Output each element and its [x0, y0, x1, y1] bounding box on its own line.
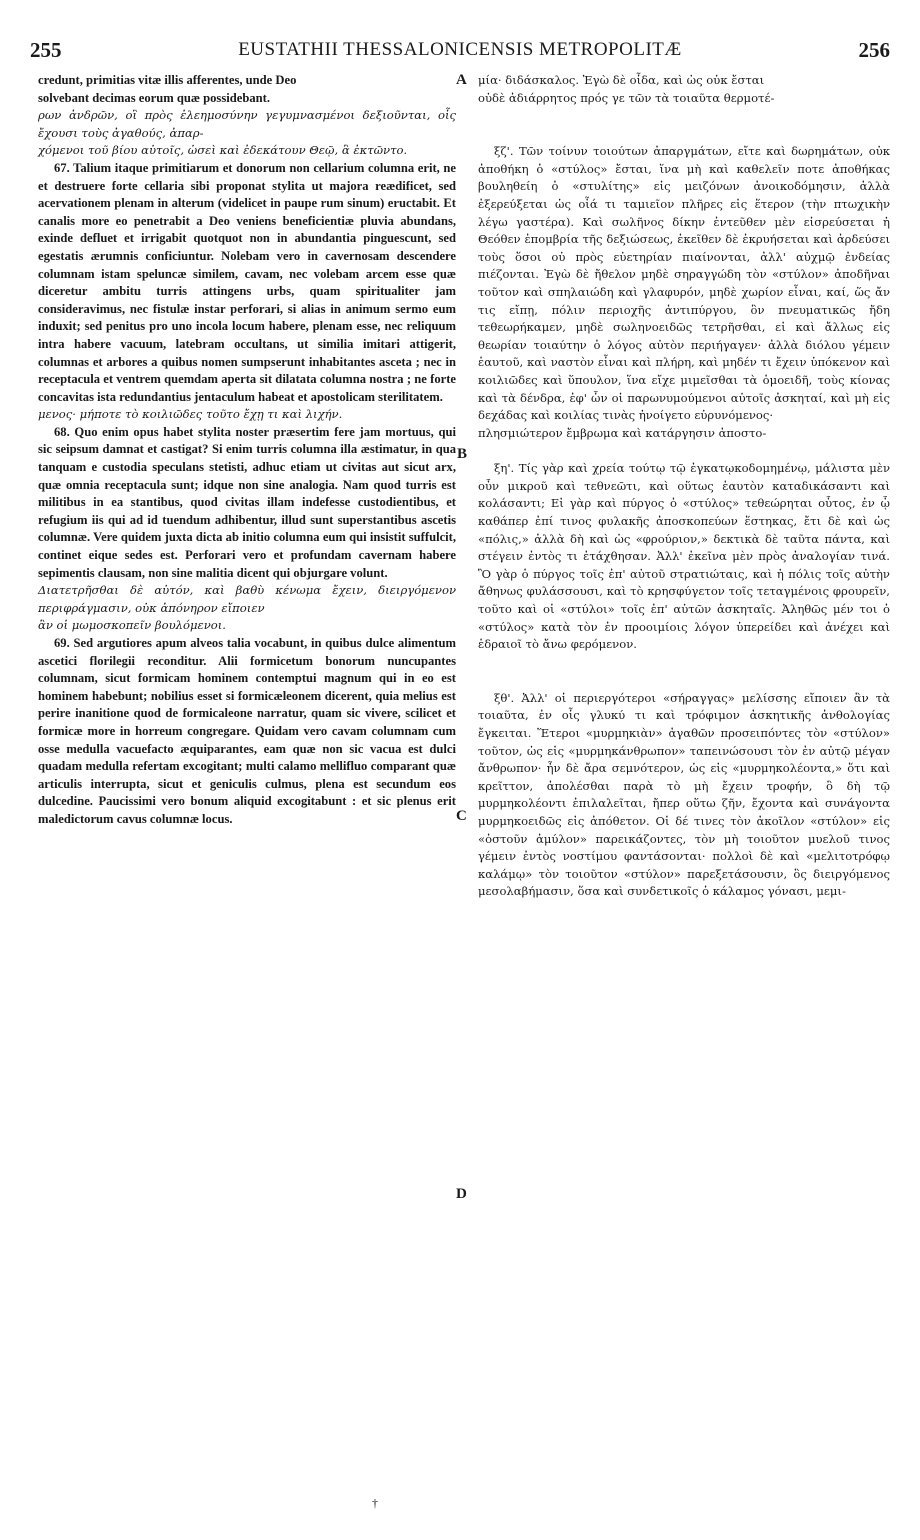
column-spacer: [478, 107, 890, 125]
greek-line: ρων ἀνδρῶν, οἳ πρὸς ἐλεημοσύνην γεγυμνασμένοι δεξιοῦνται, οἷς ἔχουσι τοὺς ἀγαθούς, ἀπαρ-: [38, 108, 456, 140]
text-line: οὐδὲ ἀδιάρρητος πρός γε τῶν τὰ τοιαῦτα θερμοτέ-: [478, 90, 775, 105]
text-line: credunt, primitias vitæ illis afferentes, unde Deo: [38, 73, 297, 87]
section-marker-a: A: [456, 72, 467, 88]
page-number-right: 256: [858, 38, 890, 62]
section-marker-c: C: [456, 808, 467, 824]
paragraph: ξη'. Τίς γὰρ καὶ χρεία τούτῳ τῷ ἐγκατῳκοδομημένῳ, μάλιστα μὲν οὖν μικροῦ καὶ τεθνεῶτι, καὶ οὕτως ἑαυτὸν καταδικάσαντι καὶ κολάσαντι; Εἰ γὰρ καὶ πύργος ὁ «στύλος» τεθεώρηται οὗτος, ἐν ᾧ καθάπερ ἐπί τινος φυλακῆς ἀποσκοπεύων ἕστηκας, ἔτι δὲ καὶ ὡς «πόλις,» ἀλλὰ δὴ καὶ ὡς «φρούριον,» δεκτικὰ δὲ ταῦτα πάντα, καὶ στέγειν ἐντὸς τι ἐτάχθησαν. Ἀλλ' ἐκεῖνα μὲν πρὸς ἀναλογίαν τινά. Ὃ γὰρ ὁ πύργος τοῖς ἐπ' αὐτοῦ στρατιώταις, καὶ ἡ πόλις τοῖς αὐτὴν ἄθηνως φυλάσσουσι, καὶ τὸ κρησφύγετον τοῖς τεταγμένοις φρουρεῖν, τοῦτο καὶ οἱ «στύλοι» τοῖς ἐπ' αὐτῶν ἀσκηταῖς. Ἀληθῶς μέν τοι ὁ «στύλος» κατὰ τὸν ἐν προοιμίοις λόγον ὑπερείδει καὶ ἀνέχει καὶ ἑδραιοῖ τὸ ἄνω φερόμενον.: [478, 461, 890, 652]
running-header: [30, 38, 890, 66]
text-line: solvebant decimas eorum quæ possidebant.: [38, 90, 270, 105]
column-spacer: [478, 125, 890, 143]
latin-column: [38, 72, 456, 829]
section-marker-b: B: [457, 446, 468, 462]
footer-mark: †: [372, 1496, 378, 1510]
text-line: μία· διδάσκαλος. Ἐγὼ δὲ οἶδα, καὶ ὡς οὐκ ἔσται: [478, 73, 765, 87]
paragraph: ξθ'. Ἀλλ' οἱ περιεργότεροι «σήραγγας» μελίσσης εἴποιεν ἂν τὰ τοιαῦτα, ἐν οἷς γλυκύ τι καὶ τρόφιμον ἀσκητικῆς ἀνθολογίας ἔγκειται. Ἕτεροι «μυρμηκιὰν» ἀγαθῶν προσειπόντες τὸν «στύλον» τοῦτον, ὡς εἰς «μυρμηκάνθρωπον» ταπεινώσουσι τὸν ἐν αὐτῷ μέγαν ἄνθρωπον· ἦν δὲ ἄρα σεμνότερον, ὡς εἰς «μυρμηκολέοντα,» ὅτι καὶ κρεῖττον, ἀπολέσθαι παρὰ τὸ μὴ ἔχειν τροφήν, ὃ δὴ τῷ μυρμηκολέοντι ἐπιλαλεῖται, ἤπερ οὕτω ζῆν, ἔχοντα καὶ συνάγοντα μυρμηκοειδῶς εἰς ἀπόθετον. Οἱ δέ τινες τὸν ἀκοῖλον «στύλον» εἰς «ὀστοῦν ἀμύλον» παρεικάζοντες, τὸν μὴ τοιοῦτον μυελοῦ τινος γέμειν ἐντὸς νοστίμου φαντάσονται· πολλοὶ δὲ καὶ «μελιτοτρόφῳ καλάμῳ» τὸν τοιοῦτον «στύλον» παρεξετάσουσιν, ὃς διειργόμενος μεσολαβήμασιν, ὅσα καὶ συνδετικοῖς ὁ κάλαμος γόνασι, μεμι-: [478, 690, 890, 899]
greek-line: Διατετρῆσθαι δὲ αὐτόν, καὶ βαθὺ κένωμα ἔχειν, διειργόμενον περιφράγμασιν, οὐκ ἀπόνηρον εἴποιεν: [38, 583, 456, 615]
page-number-left: 255: [30, 38, 62, 62]
paragraph: 68. Quo enim opus habet stylita noster præsertim fere jam mortuus, qui sic seipsum damnat et castigat? Si enim turris columna illa æstimatur, in qua tanquam e custodia speculans stetisti, adhuc etiam ut civitas aut sicut arx, quæ omnia receptacula sunt; idque non sine analogia. Nam quod turris est militibus in ea stantibus, quod civitas illam indefesse custodientibus, et refugium iis qui ad id tuendum adhibentur, illud sunt superstantibus ascetis columnæ. Vere quidem juxta dicta ab initio columna eum qui insistit suffulcit, continet eique sedes est. Perforari vero et profundam cavernam habere sepimentis clausam, non sine malitia dicent qui objurgare volunt.: [38, 424, 456, 580]
greek-column: [478, 72, 890, 901]
greek-line: μενος· μήποτε τὸ κοιλιῶδες τοῦτο ἔχῃ τι καὶ λιχήν.: [38, 407, 343, 422]
running-title: EUSTATHII THESSALONICENSIS METROPOLITÆ: [238, 39, 682, 60]
greek-line: ἂν οἱ μωμοσκοπεῖν βουλόμενοι.: [38, 618, 226, 633]
column-spacer: [478, 672, 890, 690]
column-spacer: [478, 654, 890, 672]
section-marker-d: D: [456, 1186, 467, 1202]
greek-line: χόμενοι τοῦ βίου αὐτοῖς, ὡσεὶ καὶ ἐδεκάτουν Θεῷ, ἃ ἐκτῶντο.: [38, 143, 408, 158]
paragraph: 69. Sed argutiores apum alveos talia vocabunt, in quibus dulce alimentum ascetici florilegii reconditur. Alii formicetum bonorum nuncupantes columnam, sicut formicam hominem contemptui magnum qui in eo est hominem habebunt; nobilius esset si formicæleonem dicerent, quia melius est perire inanitione quod de formicaleone narratur, quam sic vivere, scilicet et formicæ more in horreum congregare. Quidam vero cavam columnam cum osse medulla vacuefacto æquiparantes, eam quæ non sic vacua est dulci quadam medulla refertam excogitant; multi calamo mellifluo comparant quæ articulis interrupta, sicut et geniculis culmus, plena est secundum eos dulcedine. Paucissimi vero bonum aliquid excogitabunt : et sic plenus erit maledictorum cavus columnæ locus.: [38, 636, 456, 826]
column-spacer: [478, 442, 890, 460]
text-line: πλησμιώτερον ἔμβρωμα καὶ κατάργησιν ἀποστο-: [478, 425, 767, 440]
paragraph: 67. Talium itaque primitiarum et donorum non cellarium columna erit, ne et destruere forte cellaria sibi proponat stylita ut majora reædificet, sed acervationem plenam in alterum (videlicet in paupe rum sinum) eructabit. Et canalis more eo penetrabit a Deo veniens beneficientiæ pluvia abundans, exinde defluet et irrigabit quotquot non in abundantia pinguescunt, sed egestatis ærumnis conficiuntur. Nolebam vero in cavernosam descendere columnam istam speluncæ similem, cavam, nec volebam arcem esse quæ diceretur ambitu turris attingens urbs, quam spiritualiter jam consideravimus, nec fistulæ instar perforari, si alias in animum sermo eum induxit; sed penitus pro uno incola locum habere, plenam esse, nec reliquum intra habere vacuum, latebram occultans, ut similia imitari attigerit, columnas et arbores a quibus nomen sumpserunt inhabitantes asceta ; nec in receptacula et ventrem quemdam aperta sit dilatata columna nostra ; ne forte concavitas ista redundantius jentaculum habeat et apostolicam sterilitatem.: [38, 160, 456, 404]
paragraph: ξζ'. Τῶν τοίνυν τοιούτων ἀπαργμάτων, εἴτε καὶ δωρημάτων, οὐκ ἀποθήκη ὁ «στύλος» ἔσται, ἵνα μὴ καὶ καθελεῖν ποτε ἀποθήκας βουληθείη ὁ «στυλίτης» εἰς μειζόνων ἀνοικοδόμησιν, ἀλλὰ ἐξερεύξεται ὡς οἷά τι ταμιεῖον πλῆρες εἰς ἕτερον (τὴν πτωχικὴν λέγω γαστέρα). Καὶ σωλῆνος δίκην ἐντεῦθεν μὲν εἰσρεύσεται ἡ Θεόθεν ἐπομβρία τῆς δεξιώσεως, ἐκεῖθεν δὲ ἐκρυήσεται καὶ ἀρδεύσει τοὺς ὅσοι οὐ πρὸς εὐετηρίαν πιαίνονται, ἀλλ' αὐχμῷ ἐνδείας πιέζονται. Ἐγὼ δὲ ἤθελον μηδὲ σηραγγώδη τὸν «στύλον» ἀποδῆναι τοῦτον καὶ σπηλαιώδη καὶ γλαφυρόν, μηδὲ χωρίον εἶναι, καί, ὥς ἄν τις εἴπῃ, πόλιν περιοχῆς ἀντιπύργου, ὃν πνευματικῶς ἤδη τεθεωρήκαμεν, μηδὲ σωληνοειδῶς τετρῆσθαι, εἰ καὶ ἄλλως εἰς θεωρίαν τοιαύτην ὁ λόγος αὐτὸν περιήγαγεν· ἀλλὰ διόλου γέμειν ἑαυτοῦ, καὶ ναστὸν εἶναι καὶ πλήρη, καὶ μηδέν τι ἔχειν ὑπόκενον καὶ κοιλιῶδες καὶ ὕπουλον, ἵνα εἴχε μιμεῖσθαι τὰ ὁμοειδῆ, τοὺς κίονας καὶ τὰ δένδρα, ἐφ' ὧν οἱ παρωνυμούμενοι αὐτοῖς ἀσκηταί, καὶ μὴ εἰς δεχάδας καὶ κοιλίας τινὰς ἠνοίγετο εὐρυνόμενος·: [478, 144, 890, 423]
